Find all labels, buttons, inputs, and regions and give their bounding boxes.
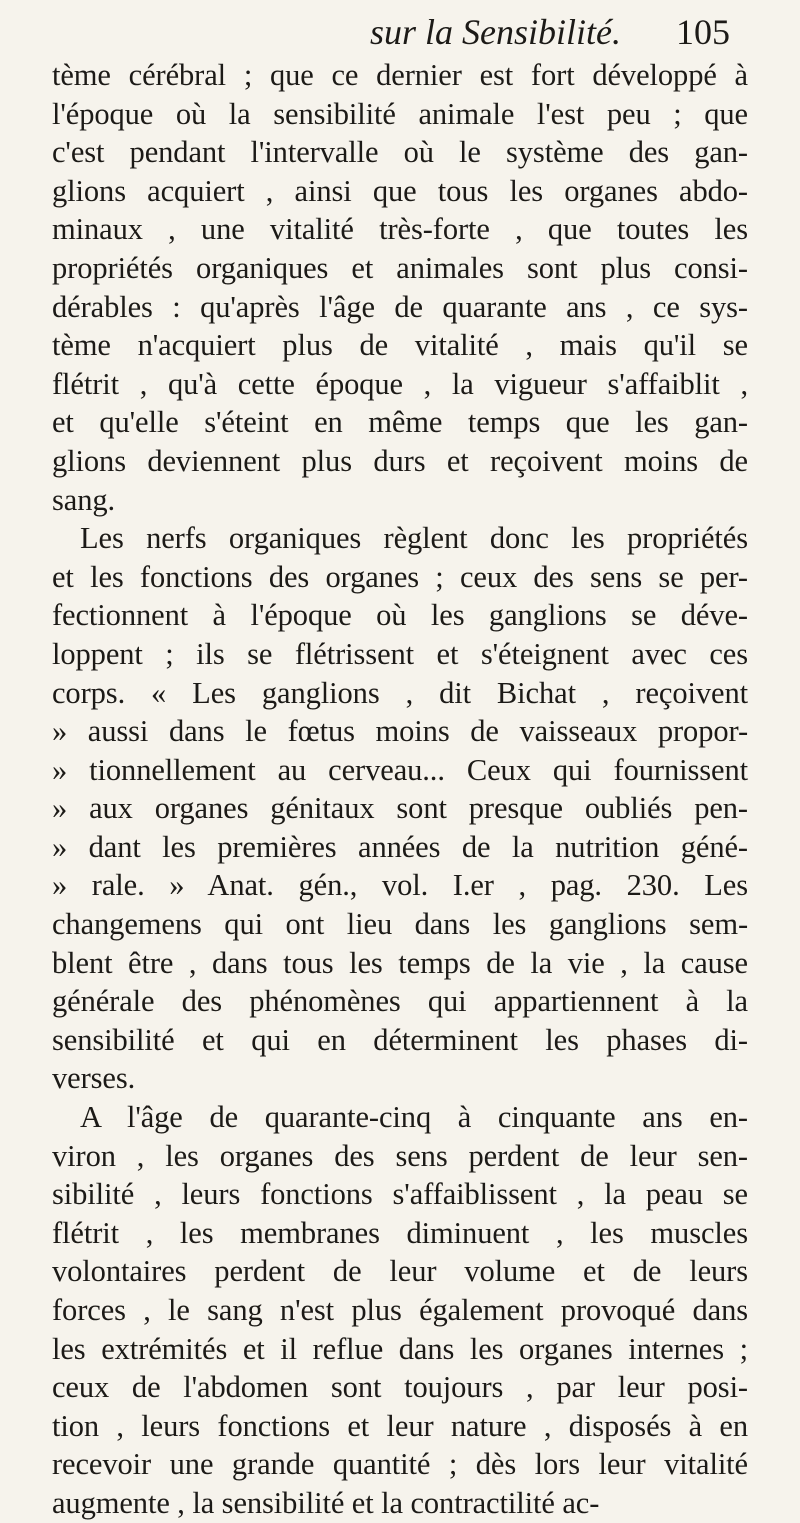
text-line: » dant les premières années de la nutrition géné- bbox=[52, 829, 748, 864]
text-line: sang. bbox=[52, 482, 116, 517]
text-line: augmente , la sensibilité et la contractilité ac- bbox=[52, 1485, 600, 1520]
text-line: flétrit , qu'à cette époque , la vigueur s'affaiblit , bbox=[52, 366, 748, 401]
text-line: blent être , dans tous les temps de la vie , la cause bbox=[52, 945, 748, 980]
text-line: A l'âge de quarante-cinq à cinquante ans en- bbox=[80, 1100, 748, 1135]
body-text bbox=[52, 56, 748, 1523]
paragraph bbox=[52, 56, 748, 519]
text-line: changemens qui ont lieu dans les ganglions sem- bbox=[52, 907, 748, 942]
paragraph bbox=[52, 1098, 748, 1523]
running-title: sur la Sensibilité. bbox=[370, 12, 621, 52]
text-line: loppent ; ils se flétrissent et s'éteignent avec ces bbox=[52, 636, 748, 671]
text-line: flétrit , les membranes diminuent , les muscles bbox=[52, 1215, 748, 1250]
text-line: glions deviennent plus durs et reçoivent moins de bbox=[52, 443, 748, 478]
page-number: 105 bbox=[676, 12, 730, 52]
text-line: générale des phénomènes qui appartiennent à la bbox=[52, 984, 748, 1019]
running-head bbox=[52, 8, 748, 56]
text-line: » tionnellement au cerveau... Ceux qui fournissent bbox=[52, 752, 748, 787]
text-line: glions acquiert , ainsi que tous les organes abdo- bbox=[52, 173, 748, 208]
text-line: » aux organes génitaux sont presque oubliés pen- bbox=[52, 791, 748, 826]
text-line: fectionnent à l'époque où les ganglions se déve- bbox=[52, 598, 748, 633]
paragraph bbox=[52, 519, 748, 1098]
text-line: viron , les organes des sens perdent de leur sen- bbox=[52, 1138, 748, 1173]
text-line: minaux , une vitalité très-forte , que toutes les bbox=[52, 212, 748, 247]
text-line: » rale. » Anat. gén., vol. I.er , pag. 230. Les bbox=[52, 868, 748, 903]
text-line: c'est pendant l'intervalle où le système des gan- bbox=[52, 135, 748, 170]
text-line: » aussi dans le fœtus moins de vaisseaux propor- bbox=[52, 714, 748, 749]
text-line: tion , leurs fonctions et leur nature , disposés à en bbox=[52, 1408, 748, 1443]
text-line: ceux de l'abdomen sont toujours , par leur posi- bbox=[52, 1370, 748, 1405]
text-line: verses. bbox=[52, 1061, 136, 1096]
text-line: tème n'acquiert plus de vitalité , mais qu'il se bbox=[52, 328, 748, 363]
text-line: les extrémités et il reflue dans les organes internes ; bbox=[52, 1331, 748, 1366]
text-line: et les fonctions des organes ; ceux des sens se per- bbox=[52, 559, 748, 594]
text-line: Les nerfs organiques règlent donc les propriétés bbox=[80, 521, 748, 556]
text-line: sensibilité et qui en déterminent les phases di- bbox=[52, 1022, 748, 1057]
text-line: l'époque où la sensibilité animale l'est peu ; que bbox=[52, 96, 748, 131]
text-line: sibilité , leurs fonctions s'affaiblissent , la peau se bbox=[52, 1177, 748, 1212]
text-line: dérables : qu'après l'âge de quarante ans , ce sys- bbox=[52, 289, 748, 324]
text-line: et qu'elle s'éteint en même temps que les gan- bbox=[52, 405, 748, 440]
text-line: corps. « Les ganglions , dit Bichat , reçoivent bbox=[52, 675, 748, 710]
text-line: volontaires perdent de leur volume et de leurs bbox=[52, 1254, 748, 1289]
text-line: recevoir une grande quantité ; dès lors leur vitalité bbox=[52, 1447, 748, 1482]
text-line: propriétés organiques et animales sont plus consi- bbox=[52, 250, 748, 285]
text-line: tème cérébral ; que ce dernier est fort développé à bbox=[52, 58, 748, 92]
text-line: forces , le sang n'est plus également provoqué dans bbox=[52, 1293, 748, 1327]
